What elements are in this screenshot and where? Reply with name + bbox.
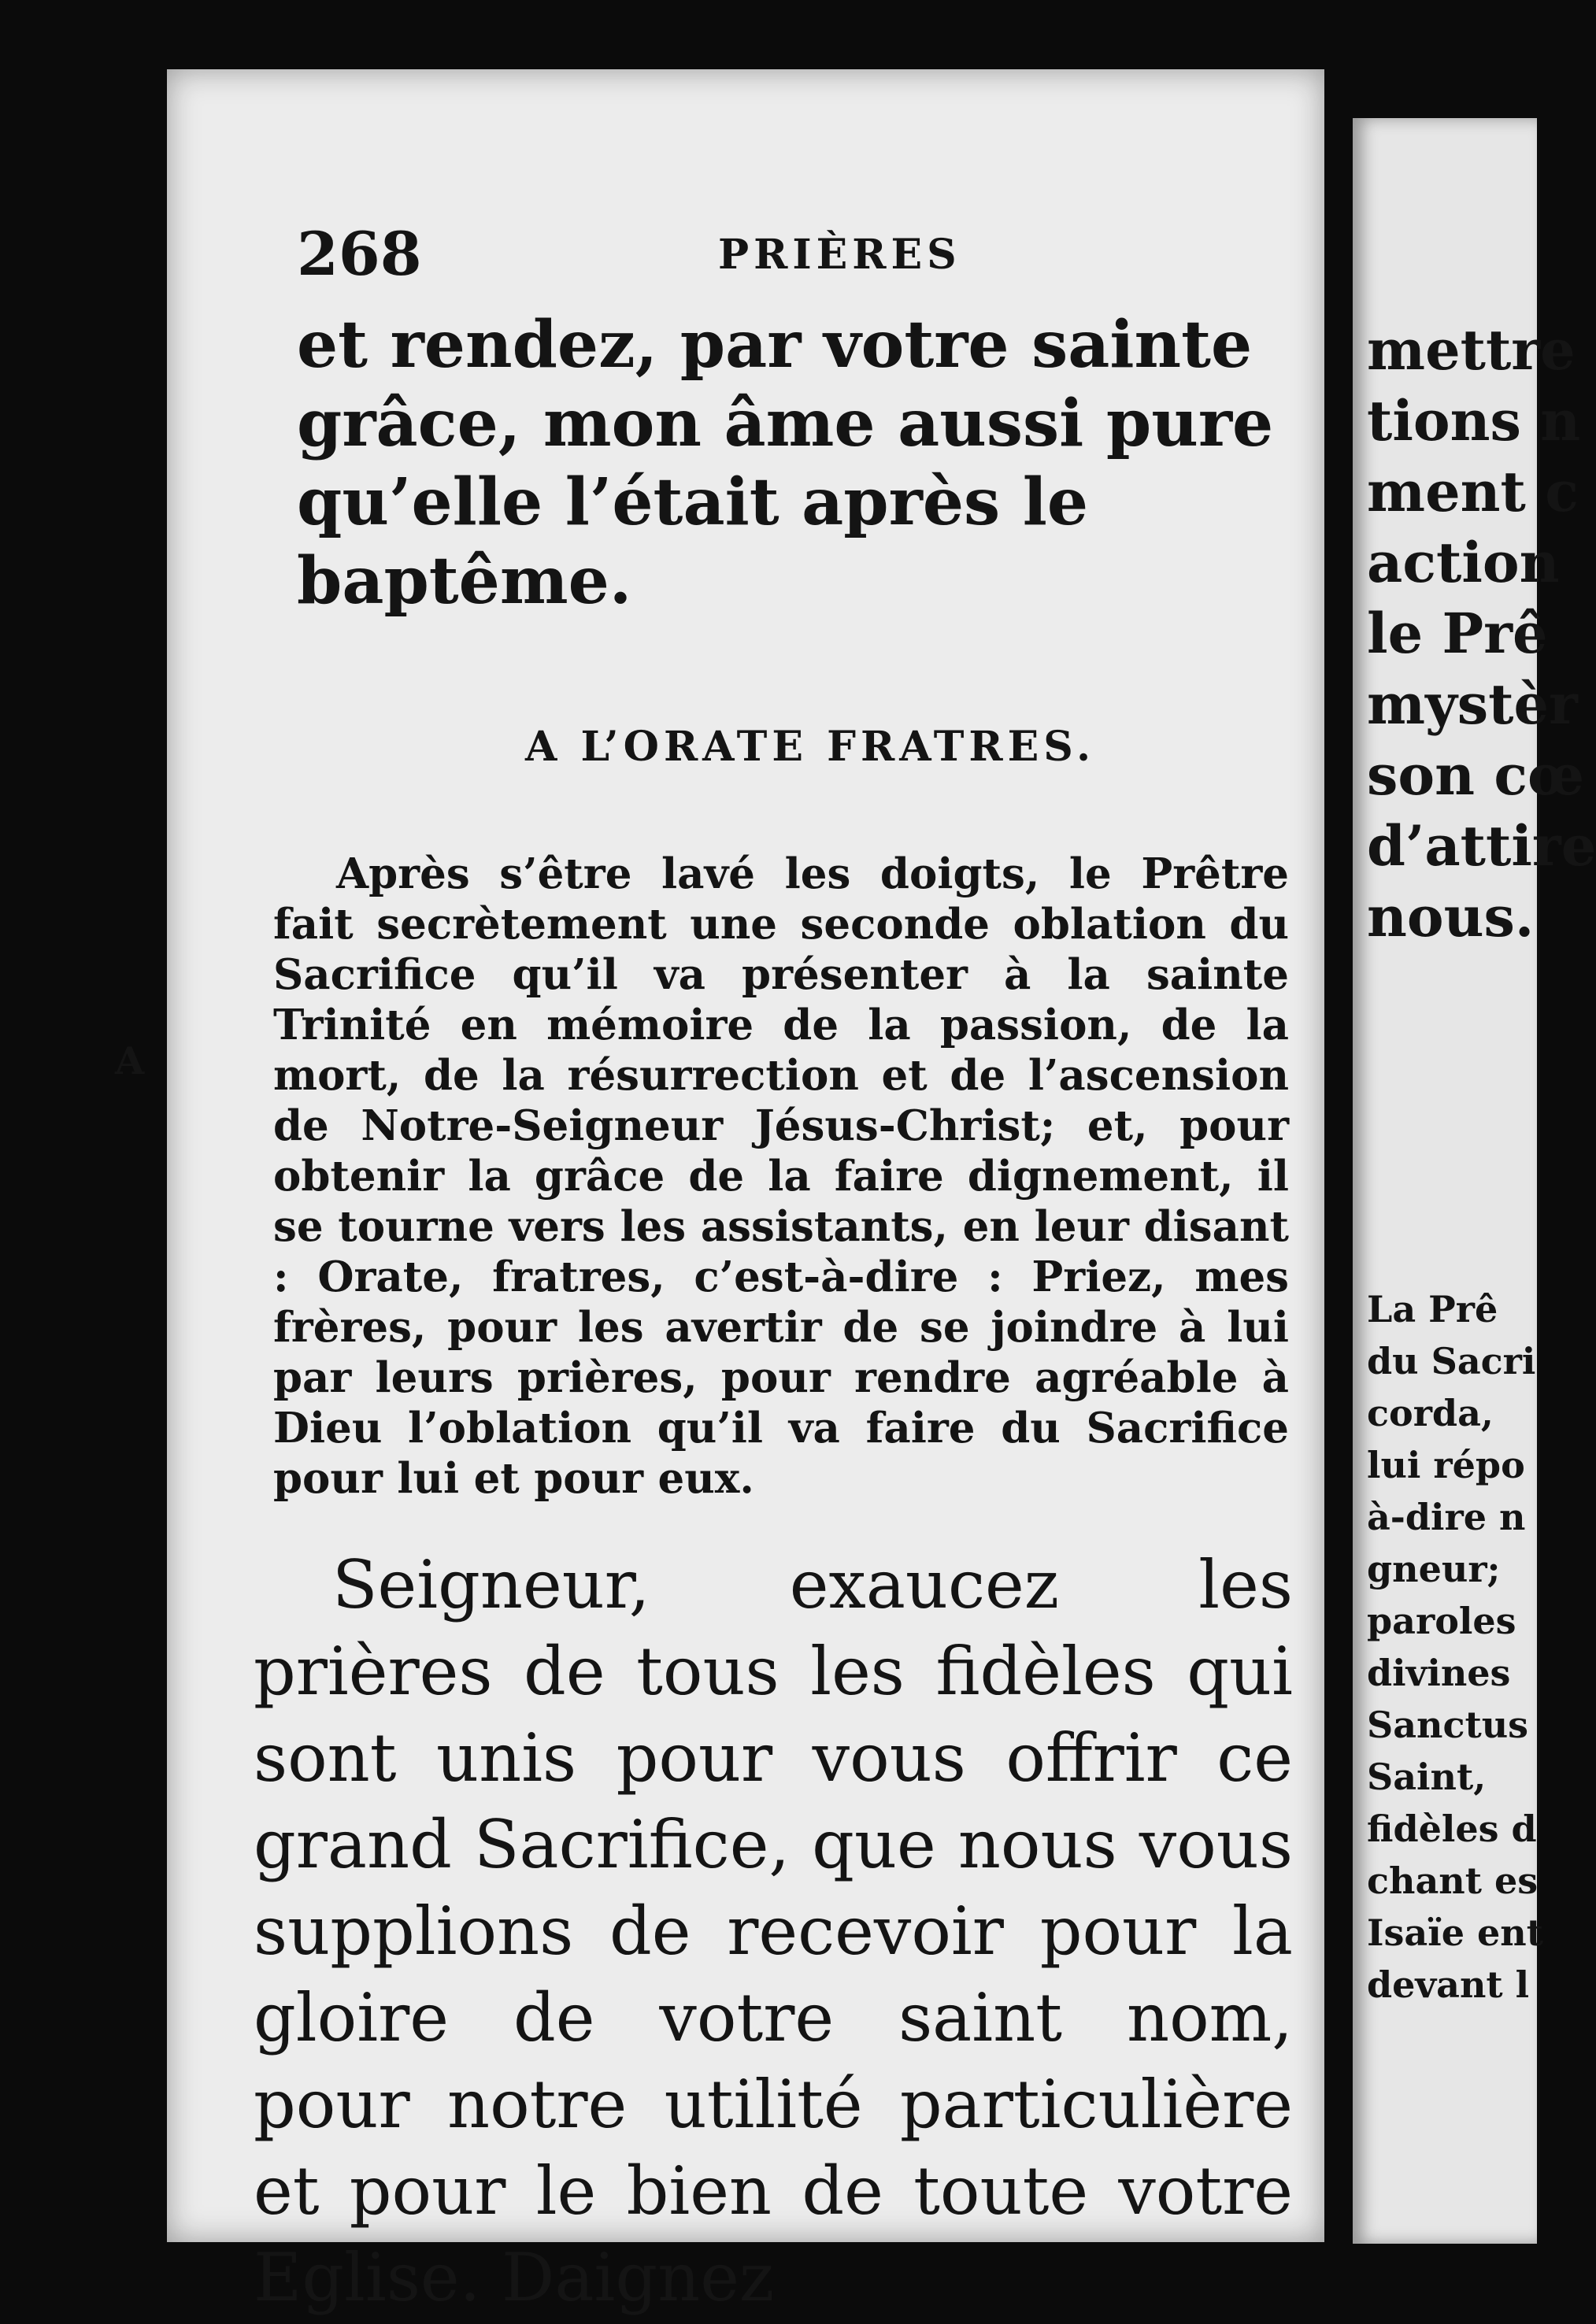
running-head: PRIÈRES (718, 231, 961, 279)
next-page-small-line: chant es (1367, 1860, 1539, 1902)
next-page-small-line: La Prê (1367, 1288, 1498, 1330)
next-page-line: le Prê (1367, 601, 1548, 666)
next-page-small-line: gneur; (1367, 1548, 1501, 1590)
next-page-line: mettre (1367, 317, 1576, 383)
rubric-paragraph: Après s’être lavé les doigts, le Prêtre fait secrètement une seconde oblation du Sacrifice qu’il va présenter à la sainte Trinité en mémoire de la passion, de la mort, de la résurrection et de l’ascension de Notre-Seigneur Jésus-Christ; et, pour obtenir la grâce de la faire dignement, il se tourne vers les assistants, en leur disant : Orate, fratres, c’est-à-dire : Priez, mes frères, pour les avertir de se joindre à lui par leurs prières, pour rendre agréable à Dieu l’oblation qu’il va faire du Sacrifice pour lui et pour eux. (273, 849, 1289, 1503)
continued-prayer-text: et rendez, par votre sainte grâce, mon âme aussi pure qu’elle l’était après le baptême. (297, 307, 1274, 619)
next-page-small-line: corda, (1367, 1392, 1494, 1434)
next-page-small-line: lui répo (1367, 1444, 1525, 1486)
next-page-small-line: paroles (1367, 1600, 1516, 1642)
next-page-line: tions n (1367, 388, 1581, 453)
next-page-small-line: divines (1367, 1652, 1511, 1694)
section-heading: A L’ORATE FRATRES. (525, 723, 1096, 771)
next-page-small-line: Saint, (1367, 1756, 1487, 1798)
page-number: 268 (297, 219, 422, 289)
prayer-paragraph: Seigneur, exaucez les prières de tous les fidèles qui sont unis pour vous offrir ce grand Sacrifice, que nous vous supplions de recevoir pour la gloire de votre saint nom, pour notre utilité particulière et pour le bien de toute votre Eglise. Daignez (254, 1546, 1293, 2316)
next-page-line: mystèr (1367, 672, 1578, 737)
next-page-line: ment c (1367, 459, 1579, 524)
next-page-line: nous. (1367, 884, 1535, 949)
next-page-line: d’attire (1367, 813, 1596, 879)
book-page-left (167, 69, 1324, 2316)
next-page-small-line: Sanctus (1367, 1704, 1529, 1746)
next-page-small-line: à-dire n (1367, 1496, 1526, 1538)
next-page-section-letter: A (115, 1039, 145, 1083)
next-page-line: action (1367, 530, 1560, 595)
next-page-line: son cœ (1367, 742, 1584, 808)
next-page-small-line: fidèles d (1367, 1808, 1537, 1850)
book-page-right-partial (1353, 118, 1596, 2244)
next-page-small-line: du Sacri (1367, 1340, 1536, 1382)
next-page-small-line: devant l (1367, 1963, 1530, 2006)
next-page-small-line: Isaïe ent (1367, 1911, 1543, 1954)
